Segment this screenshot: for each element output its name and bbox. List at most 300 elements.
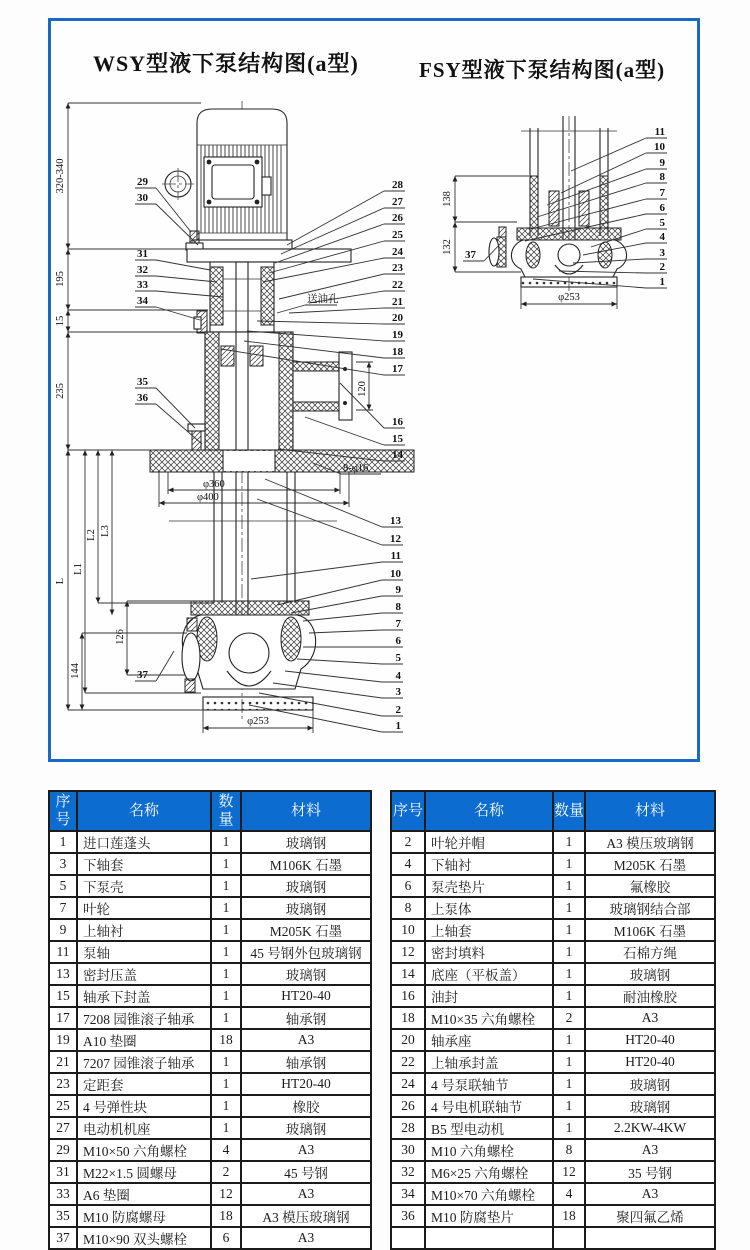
table-cell: 32 <box>391 1161 425 1183</box>
dim-120: 120 <box>357 381 368 397</box>
parts-table-wsy <box>48 790 372 1250</box>
table-cell: 25 <box>49 1095 77 1117</box>
table-cell: 1 <box>211 985 241 1007</box>
table-cell: 2 <box>391 831 425 853</box>
col-header-material: 材料 <box>241 791 371 831</box>
callout-label: 5 <box>659 217 665 229</box>
table-cell: 玻璃钢 <box>585 963 715 985</box>
table-cell: 7 <box>49 897 77 919</box>
leader-line <box>156 276 217 282</box>
leader-line <box>289 308 384 313</box>
table-cell: 15 <box>49 985 77 1007</box>
table-cell: M10 六角螺栓 <box>425 1139 553 1161</box>
table-row <box>49 919 371 941</box>
callout-label: 15 <box>392 433 403 445</box>
table-cell: 橡胶 <box>241 1095 371 1117</box>
callout-label: 13 <box>390 515 401 527</box>
callout-label: 36 <box>137 392 148 404</box>
table-cell: 4 号电机联轴节 <box>425 1095 553 1117</box>
junction-box <box>204 157 271 207</box>
table-cell: M106K 石墨 <box>585 919 715 941</box>
callout-label: 20 <box>392 312 403 324</box>
table-row <box>391 831 715 853</box>
table-cell: 10 <box>391 919 425 941</box>
leader-line <box>257 321 384 324</box>
table-cell: 1 <box>553 919 585 941</box>
table-cell: 1 <box>211 831 241 853</box>
table-cell: 5 <box>49 875 77 897</box>
table-row <box>49 1051 371 1073</box>
leader-line <box>287 191 384 245</box>
table-row <box>391 919 715 941</box>
table-cell <box>585 1227 715 1249</box>
table-cell: 1 <box>553 1117 585 1139</box>
table-cell: 石棉方绳 <box>585 941 715 963</box>
table-cell: 8 <box>391 897 425 919</box>
table-cell: 29 <box>49 1139 77 1161</box>
base-plate <box>203 697 313 710</box>
callout-label: 9 <box>659 157 665 169</box>
motor <box>162 109 292 249</box>
table-cell: 1 <box>211 897 241 919</box>
table-cell: 密封填料 <box>425 941 553 963</box>
table-cell: 定距套 <box>77 1073 211 1095</box>
table-cell: 12 <box>391 941 425 963</box>
callout-label: 22 <box>392 279 403 291</box>
leader-line <box>251 562 382 579</box>
callout-label: 2 <box>659 261 665 273</box>
callout-label: 18 <box>392 346 403 358</box>
table-cell <box>391 1227 425 1249</box>
callout-label: 33 <box>137 279 148 291</box>
callout-label: 8 <box>659 171 665 183</box>
callout-label: 35 <box>137 376 148 388</box>
table-cell: 下轴套 <box>77 853 211 875</box>
table-cell: 35 号钢 <box>585 1161 715 1183</box>
callout-label: 7 <box>395 618 401 630</box>
table-cell: 22 <box>391 1051 425 1073</box>
table-cell: A3 <box>241 1139 371 1161</box>
dim-L3: L3 <box>100 525 111 537</box>
pump-casing <box>182 601 316 733</box>
table-cell: M10×90 双头螺栓 <box>77 1227 211 1249</box>
table-cell: 20 <box>391 1029 425 1051</box>
table-cell: M10×35 六角螺栓 <box>425 1007 553 1029</box>
dim-L: L <box>55 577 66 585</box>
table-row <box>391 1161 715 1183</box>
col-header-seq: 序号 <box>391 791 425 831</box>
callout-label: 19 <box>392 329 403 341</box>
table-cell: M205K 石墨 <box>585 853 715 875</box>
col-header-seq: 序号 <box>49 791 77 831</box>
table-cell: A3 <box>585 1139 715 1161</box>
callout-label: 37 <box>465 249 476 261</box>
table-cell: 14 <box>391 963 425 985</box>
table-row <box>391 1095 715 1117</box>
table-cell: 1 <box>553 1095 585 1117</box>
table-cell: M22×1.5 圆螺母 <box>77 1161 211 1183</box>
table-cell: 1 <box>211 919 241 941</box>
dim-126: 126 <box>115 629 126 645</box>
fsy-casing <box>489 227 627 287</box>
dim-360: φ360 <box>203 479 225 490</box>
table-cell: 1 <box>211 1095 241 1117</box>
callout-label: 25 <box>392 229 403 241</box>
table-cell: 35 <box>49 1205 77 1227</box>
pump-drawings <box>51 21 697 759</box>
table-row <box>49 985 371 1007</box>
table-row <box>391 963 715 985</box>
wsy-title: WSY型液下泵结构图(a型) <box>93 51 359 76</box>
callout-label: 32 <box>137 264 148 276</box>
leader-line <box>156 388 195 428</box>
table-row <box>391 941 715 963</box>
svg-text:送油孔: 送油孔 <box>307 294 339 305</box>
fsy-dim-132: 132 <box>442 239 453 255</box>
table-cell <box>553 1227 585 1249</box>
table-cell: 轴承下封盖 <box>77 985 211 1007</box>
callout-label: 9 <box>395 584 401 596</box>
callout-label: 37 <box>137 669 148 681</box>
table-cell: 1 <box>553 963 585 985</box>
table-cell: 8 <box>553 1139 585 1161</box>
table-cell: 玻璃钢 <box>241 963 371 985</box>
table-cell: 24 <box>391 1073 425 1095</box>
callout-label: 6 <box>659 202 665 214</box>
table-row <box>391 1007 715 1029</box>
table-cell: A10 垫圈 <box>77 1029 211 1051</box>
table-cell: A6 垫圈 <box>77 1183 211 1205</box>
table-cell: 1 <box>553 985 585 1007</box>
table-cell: 泵壳垫片 <box>425 875 553 897</box>
table-cell <box>425 1227 553 1249</box>
table-cell: 17 <box>49 1007 77 1029</box>
wsy-drawing <box>55 101 414 733</box>
table-cell: M10 防腐螺母 <box>77 1205 211 1227</box>
table-cell: 玻璃钢 <box>241 1117 371 1139</box>
table-cell: 26 <box>391 1095 425 1117</box>
table-cell: 4 <box>211 1139 241 1161</box>
table-row <box>49 897 371 919</box>
table-cell: 1 <box>553 831 585 853</box>
table-cell: A3 模压玻璃钢 <box>585 831 715 853</box>
table-cell: A3 <box>585 1183 715 1205</box>
table-header-row <box>391 791 715 831</box>
table-cell: 4 <box>391 853 425 875</box>
diagram-panel <box>48 18 700 762</box>
table-row <box>49 1227 371 1249</box>
table-cell: 18 <box>553 1205 585 1227</box>
table-cell: 1 <box>49 831 77 853</box>
callout-label: 4 <box>395 670 401 682</box>
table-cell: 7208 园锥滚子轴承 <box>77 1007 211 1029</box>
dim-motor-height: 320-340 <box>55 158 66 194</box>
fsy-dim-253: φ253 <box>558 292 580 303</box>
parts-table-fsy <box>390 790 716 1250</box>
callout-label: 10 <box>654 141 665 153</box>
table-cell: 1 <box>553 941 585 963</box>
leader-line <box>285 671 382 682</box>
table-row <box>49 1007 371 1029</box>
table-cell: 19 <box>49 1029 77 1051</box>
table-cell: 玻璃钢 <box>241 831 371 853</box>
table-row <box>49 1029 371 1051</box>
table-row <box>49 1117 371 1139</box>
table-cell: 37 <box>49 1227 77 1249</box>
table-cell: 轴承钢 <box>241 1007 371 1029</box>
coupling-housing <box>194 262 274 333</box>
table-cell: M10×50 六角螺栓 <box>77 1139 211 1161</box>
table-cell: 轴承钢 <box>241 1051 371 1073</box>
table-cell: 33 <box>49 1183 77 1205</box>
callout-label: 21 <box>392 296 403 308</box>
table-cell: 30 <box>391 1139 425 1161</box>
table-cell: 耐油橡胶 <box>585 985 715 1007</box>
callout-label: 23 <box>392 262 403 274</box>
callout-label: 1 <box>659 276 665 288</box>
dim-bolt-circle: 8-φ16 <box>343 463 369 474</box>
dim-195: 195 <box>55 271 66 287</box>
table-row <box>49 853 371 875</box>
table-cell: 18 <box>391 1007 425 1029</box>
col-header-qty: 数量 <box>553 791 585 831</box>
table-cell: M205K 石墨 <box>241 919 371 941</box>
table-cell: 1 <box>553 875 585 897</box>
table-cell: 23 <box>49 1073 77 1095</box>
table-cell: 1 <box>553 1051 585 1073</box>
table-cell: 1 <box>211 941 241 963</box>
table-cell: 聚四氟乙烯 <box>585 1205 715 1227</box>
table-cell: 11 <box>49 941 77 963</box>
table-row <box>391 985 715 1007</box>
table-cell: M6×25 六角螺栓 <box>425 1161 553 1183</box>
table-row <box>391 853 715 875</box>
callout-label: 30 <box>137 192 148 204</box>
table-cell: 27 <box>49 1117 77 1139</box>
table-row <box>391 1183 715 1205</box>
table-cell: 1 <box>211 1117 241 1139</box>
fsy-title: FSY型液下泵结构图(a型) <box>419 58 666 82</box>
table-cell: 1 <box>553 853 585 875</box>
table-cell: 玻璃钢 <box>241 875 371 897</box>
callout-label: 11 <box>654 126 665 138</box>
table-row <box>391 1117 715 1139</box>
eyebolt <box>162 168 194 200</box>
dim-400: φ400 <box>197 492 219 503</box>
table-cell: M10×70 六角螺栓 <box>425 1183 553 1205</box>
dim-L1: L1 <box>73 563 84 575</box>
col-header-material: 材料 <box>585 791 715 831</box>
table-cell: HT20-40 <box>585 1029 715 1051</box>
table-cell: 1 <box>553 897 585 919</box>
callout-label: 3 <box>659 247 665 259</box>
leader-line <box>257 499 382 545</box>
table-cell: M106K 石墨 <box>241 853 371 875</box>
table-cell: B5 型电动机 <box>425 1117 553 1139</box>
table-cell: A3 <box>241 1183 371 1205</box>
table-cell: 叶轮并帽 <box>425 831 553 853</box>
table-cell: A3 <box>241 1227 371 1249</box>
table-cell: 下轴衬 <box>425 853 553 875</box>
table-row <box>49 1139 371 1161</box>
table-cell: HT20-40 <box>241 985 371 1007</box>
col-header-name: 名称 <box>77 791 211 831</box>
table-cell: 12 <box>553 1161 585 1183</box>
table-cell: 泵轴 <box>77 941 211 963</box>
table-cell: 21 <box>49 1051 77 1073</box>
callout-label: 16 <box>392 416 403 428</box>
table-row <box>391 1073 715 1095</box>
leader-line <box>277 580 382 605</box>
table-cell: 3 <box>49 853 77 875</box>
table-cell: 氟橡胶 <box>585 875 715 897</box>
callout-label: 28 <box>392 179 403 191</box>
callout-label: 8 <box>395 601 401 613</box>
leader-line <box>156 204 198 245</box>
table-cell: 1 <box>553 1029 585 1051</box>
leader-line <box>305 417 384 445</box>
table-cell: 玻璃钢 <box>241 897 371 919</box>
table-cell: 45 号钢外包玻璃钢 <box>241 941 371 963</box>
table-cell: 9 <box>49 919 77 941</box>
table-cell: M10 防腐垫片 <box>425 1205 553 1227</box>
table-cell: 玻璃钢结合部 <box>585 897 715 919</box>
table-cell: 进口莲蓬头 <box>77 831 211 853</box>
dim-235: 235 <box>55 383 66 399</box>
table-row <box>49 1095 371 1117</box>
col-header-qty: 数量 <box>211 791 241 831</box>
table-row <box>391 1139 715 1161</box>
table-header-row <box>49 791 371 831</box>
table-cell: 1 <box>211 963 241 985</box>
table-cell: 1 <box>211 1007 241 1029</box>
table-cell: A3 <box>585 1007 715 1029</box>
table-cell: 1 <box>211 875 241 897</box>
callout-label: 11 <box>390 550 401 562</box>
table-row <box>391 1029 715 1051</box>
fsy-dim-138: 138 <box>442 191 453 207</box>
table-cell: 密封压盖 <box>77 963 211 985</box>
table-cell: 玻璃钢 <box>585 1095 715 1117</box>
table-cell: 叶轮 <box>77 897 211 919</box>
callout-label: 34 <box>137 295 148 307</box>
callout-label: 12 <box>390 533 401 545</box>
table-row <box>49 1161 371 1183</box>
table-row <box>391 1205 715 1227</box>
callout-label: 27 <box>392 196 403 208</box>
table-cell: 底座（平板盖） <box>425 963 553 985</box>
table-cell: 1 <box>553 1073 585 1095</box>
leader-line <box>303 613 382 621</box>
table-cell: 28 <box>391 1117 425 1139</box>
table-row <box>391 875 715 897</box>
table-row <box>391 897 715 919</box>
callout-label: 14 <box>392 449 403 461</box>
table-cell: 13 <box>49 963 77 985</box>
table-cell: 45 号钢 <box>241 1161 371 1183</box>
oil-hole-label <box>277 292 339 313</box>
callout-label: 10 <box>390 568 401 580</box>
table-row <box>391 1051 715 1073</box>
table-cell: 上泵体 <box>425 897 553 919</box>
table-cell: 1 <box>211 1073 241 1095</box>
callout-label: 1 <box>395 720 401 732</box>
table-row <box>49 963 371 985</box>
leader-line <box>547 169 646 205</box>
pump-column <box>205 332 293 450</box>
table-cell: 6 <box>391 875 425 897</box>
callout-label: 3 <box>395 686 401 698</box>
table-cell: 油封 <box>425 985 553 1007</box>
motor-foot <box>192 240 292 249</box>
dim-144: 144 <box>70 663 81 679</box>
table-row <box>49 1073 371 1095</box>
table-cell: 2 <box>211 1161 241 1183</box>
table-cell: 12 <box>211 1183 241 1205</box>
table-cell: 上轴衬 <box>77 919 211 941</box>
dim-15: 15 <box>55 315 66 327</box>
leader-line <box>281 208 384 254</box>
table-row <box>49 831 371 853</box>
dim-253: φ253 <box>247 716 269 727</box>
callout-label: 5 <box>395 652 401 664</box>
table-cell: 34 <box>391 1183 425 1205</box>
table-cell: 4 号弹性块 <box>77 1095 211 1117</box>
leader-line <box>156 307 200 320</box>
leader-line <box>309 630 382 633</box>
table-cell: 36 <box>391 1205 425 1227</box>
table-cell: A3 <box>241 1029 371 1051</box>
callout-label: 4 <box>659 231 665 243</box>
table-cell: 16 <box>391 985 425 1007</box>
table-cell: 2 <box>553 1007 585 1029</box>
leader-line <box>273 683 382 698</box>
table-cell: 31 <box>49 1161 77 1183</box>
table-row <box>49 941 371 963</box>
table-cell: 4 <box>553 1183 585 1205</box>
table-cell: HT20-40 <box>241 1073 371 1095</box>
table-cell: 18 <box>211 1029 241 1051</box>
table-cell: 轴承座 <box>425 1029 553 1051</box>
dim-L2: L2 <box>86 529 97 541</box>
leader-line <box>156 651 174 681</box>
table-cell: 4 号泵联轴节 <box>425 1073 553 1095</box>
callout-label: 29 <box>137 176 148 188</box>
table-cell: 1 <box>211 853 241 875</box>
callout-label: 26 <box>392 212 403 224</box>
table-cell: 下泵壳 <box>77 875 211 897</box>
table-cell: A3 模压玻璃钢 <box>241 1205 371 1227</box>
table-cell: 2.2KW-4KW <box>585 1117 715 1139</box>
callout-label: 24 <box>392 246 403 258</box>
table-cell: 上轴套 <box>425 919 553 941</box>
table-cell: 7207 园锥滚子轴承 <box>77 1051 211 1073</box>
callout-label: 2 <box>395 704 401 716</box>
table-cell: 6 <box>211 1227 241 1249</box>
callout-label: 31 <box>137 248 148 260</box>
table-cell: HT20-40 <box>585 1051 715 1073</box>
table-cell: 上轴承封盖 <box>425 1051 553 1073</box>
table-cell: 18 <box>211 1205 241 1227</box>
table-cell: 玻璃钢 <box>585 1073 715 1095</box>
table-row <box>49 875 371 897</box>
table-row <box>49 1205 371 1227</box>
callout-label: 7 <box>659 187 665 199</box>
fsy-drawing <box>442 116 667 309</box>
table-row <box>391 1227 715 1249</box>
table-row <box>49 1183 371 1205</box>
callout-label: 17 <box>392 363 403 375</box>
